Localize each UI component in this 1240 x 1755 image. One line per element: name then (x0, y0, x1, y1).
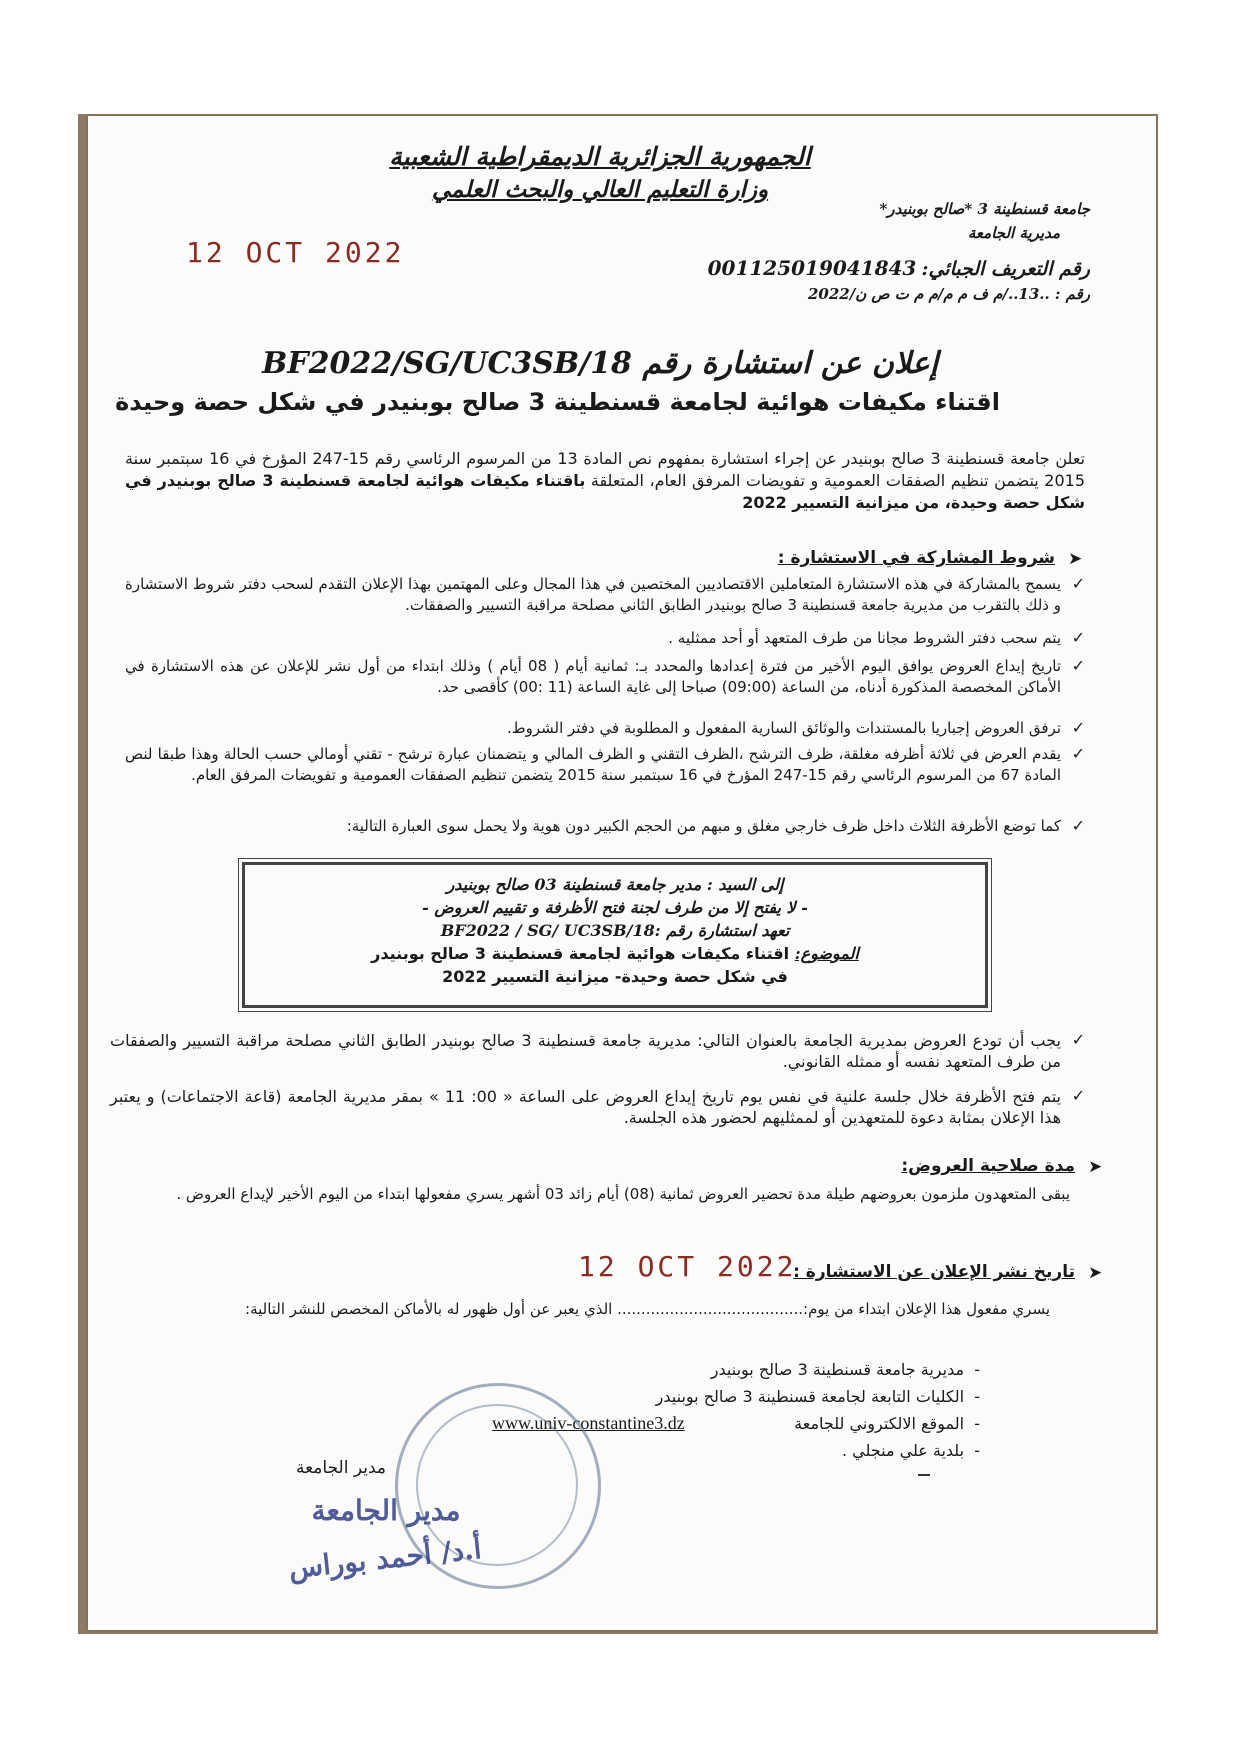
directorate-name: مديرية الجامعة (967, 224, 1060, 242)
check-icon: ✓ (1071, 628, 1085, 647)
check-icon: ✓ (1071, 574, 1085, 593)
tax-id-row (670, 256, 1090, 280)
signatory-title: مدير الجامعة (295, 1458, 386, 1478)
envelope-consultation-number: تعهد استشارة رقم :BF2022 / SG/ UC3SB/18 (440, 921, 790, 940)
tax-id-label: رقم التعريف الجبائي: (921, 258, 1090, 280)
envelope-subject: الموضوع: اقتناء مكيفات هوائية لجامعة قسنطينة 3 صالح بوبنيدر (371, 944, 859, 963)
envelope-budget: في شكل حصة وحيدة- ميزانية التسيير 2022 (442, 967, 788, 986)
conditions-list (125, 574, 1085, 842)
conditions-heading: شروط المشاركة في الاستشارة : (777, 548, 1055, 568)
check-icon: ✓ (1071, 744, 1085, 763)
reference-label: رقم : (1054, 285, 1090, 303)
list-item: ✓ يقدم العرض في ثلاثة أظرفه مغلقة، ظرف الترشح ،الظرف التقني و الظرف المالي و يتضمنان عبارة ترشح - تقني أومالي حسب الحالة وهذا طبقا لنص المادة 67 من المرسوم الرئاسي رقم 15-247 المؤرخ في 16 سبتمبر سنة 2015 يتضمن تنظيم الصفقات العمومية و تفويضات المرفق العام. (125, 744, 1085, 784)
list-item: - مديرية جامعة قسنطينة 3 صالح بوبنيدر (710, 1360, 980, 1379)
check-icon: ✓ (1071, 816, 1085, 835)
dash-mark (918, 1474, 930, 1476)
announcement-title: إعلان عن استشارة رقم BF2022/SG/UC3SB/18 (261, 346, 939, 381)
envelope-warning: - لا يفتح إلا من طرف لجنة فتح الأظرفة و تقييم العروض - (422, 898, 808, 917)
list-item: ✓ تاريخ إيداع العروض يوافق اليوم الأخير من فترة إعدادها والمحدد بـ: ثمانية أيام ( 08 أيام ) وذلك ابتداء من أول نشر للإعلان عن هذه الاستشارة في الأماكن المخصصة المذكورة أدناه، من الساعة (09:00) صباحا إلى غاية الساعة (11 :00) كأقصى حد. (125, 656, 1085, 696)
list-item: - بلدية علي منجلي . (841, 1441, 980, 1460)
list-item: ✓ يتم فتح الأظرفة خلال جلسة علنية في نفس يوم تاريخ إيداع العروض على الساعة « 00: 11 » بمقر مديرية الجامعة (قاعة الاجتماعات) و يعتبر هذا الإعلان بمثابة دعوة للمتعهدين أو لممثليهم لحضور هذه الجلسة. (110, 1086, 1085, 1127)
list-item: ✓ يتم سحب دفتر الشروط مجانا من طرف المتعهد أو أحد ممثليه . (668, 628, 1085, 647)
validity-text: يبقى المتعهدون ملزمون بعروضهم طيلة مدة تحضير العروض ثمانية (08) أيام زائد 03 أشهر يسري مفعولها ابتداء من اليوم الأخير لإيداع العروض . (176, 1185, 1070, 1203)
validity-heading: مدة صلاحية العروض: (901, 1156, 1075, 1176)
tax-id-value: 001125019041843 (707, 256, 917, 280)
section-arrow-icon: ➤ (1088, 1157, 1103, 1177)
publication-heading: تاريخ نشر الإعلان عن الاستشارة : (793, 1262, 1075, 1282)
check-icon: ✓ (1071, 656, 1085, 675)
website-link[interactable]: www.univ-constantine3.dz (492, 1413, 685, 1433)
list-item: ✓ يسمح بالمشاركة في هذه الاستشارة المتعاملين الاقتصاديين المختصين في هذا المجال وعلى المهتمين بهذا الإعلان التقدم لسحب دفتر شروط الاستشارة و ذلك بالتقرب من مديرية جامعة قسنطينة 3 صالح بوبنيدر الطابق الثاني مصلحة مراقبة التسيير والصفقات. (125, 574, 1085, 614)
republic-heading: الجمهورية الجزائرية الديمقراطية الشعبية (389, 142, 811, 171)
section-arrow-icon: ➤ (1068, 549, 1083, 569)
signature-name: أ.د/ أحمد بوراس (287, 1531, 483, 1586)
check-icon: ✓ (1071, 1086, 1085, 1105)
university-name: جامعة قسنطينة 3 *صالح بوبنيدر* (879, 200, 1090, 218)
received-date-stamp: 12 OCT 2022 (186, 236, 405, 269)
publication-date-stamp: 12 OCT 2022 (578, 1250, 797, 1283)
check-icon: ✓ (1071, 1030, 1085, 1049)
intro-text: تعلن جامعة قسنطينة 3 صالح بوبنيدر عن إجراء استشارة بمفهوم نص المادة 13 من المرسوم الرئاسي رقم 15-247 المؤرخ في 16 سبتمبر سنة 2015 يتضمن تنظيم الصفقات العمومية و تفويضات المرفق العام، المتعلقة (125, 449, 1086, 490)
envelope-label-box (242, 862, 988, 1008)
deposit-list (110, 1030, 1085, 1142)
list-item: ✓ كما توضع الأظرفة الثلاث داخل ظرف خارجي مغلق و مبهم من الحجم الكبير دون هوية ولا يحمل سوى العبارة التالية: (346, 816, 1085, 835)
announcement-subtitle: اقتناء مكيفات هوائية لجامعة قسنطينة 3 صالح بوبنيدر في شكل حصة وحيدة (115, 388, 1000, 416)
ministry-heading: وزارة التعليم العالي والبحث العلمي (431, 176, 769, 203)
check-icon: ✓ (1071, 718, 1085, 737)
intro-paragraph (125, 448, 1085, 514)
signature-stamp-title: مدير الجامعة (311, 1494, 461, 1527)
intro-bold-text: باقتناء مكيفات هوائية لجامعة قسنطينة 3 صالح بوبنيدر في شكل حصة وحيدة، من ميزانية التسيير 2022 (125, 471, 1085, 512)
envelope-addressee: إلى السيد : مدير جامعة قسنطينة 03 صالح بوبنيدر (446, 875, 784, 894)
reference-value: ..13../م ف م م/م م ت ص ن/2022 (807, 285, 1050, 303)
publication-line: يسري مفعول هذا الإعلان ابتداء من يوم:....................................... الذي يعبر عن أول ظهور له بالأماكن المخصص للنشر التالية: (245, 1300, 1050, 1318)
list-item: ✓ يجب أن تودع العروض بمديرية الجامعة بالعنوان التالي: مديرية جامعة قسنطينة 3 صالح بوبنيدر الطابق الثاني مصلحة مراقبة التسيير والصفقات من طرف المتعهد نفسه أو ممثله القانوني. (110, 1030, 1085, 1071)
list-item: ✓ ترفق العروض إجباريا بالمستندات والوثائق السارية المفعول و المطلوبة في دفتر الشروط. (506, 718, 1085, 737)
list-item: - الموقع الالكتروني للجامعة (794, 1414, 980, 1433)
envelope-subject-label: الموضوع: (794, 944, 859, 963)
list-item: - الكليات التابعة لجامعة قسنطينة 3 صالح بوبنيدر (655, 1387, 980, 1406)
reference-row (720, 284, 1090, 303)
section-arrow-icon: ➤ (1088, 1263, 1103, 1283)
